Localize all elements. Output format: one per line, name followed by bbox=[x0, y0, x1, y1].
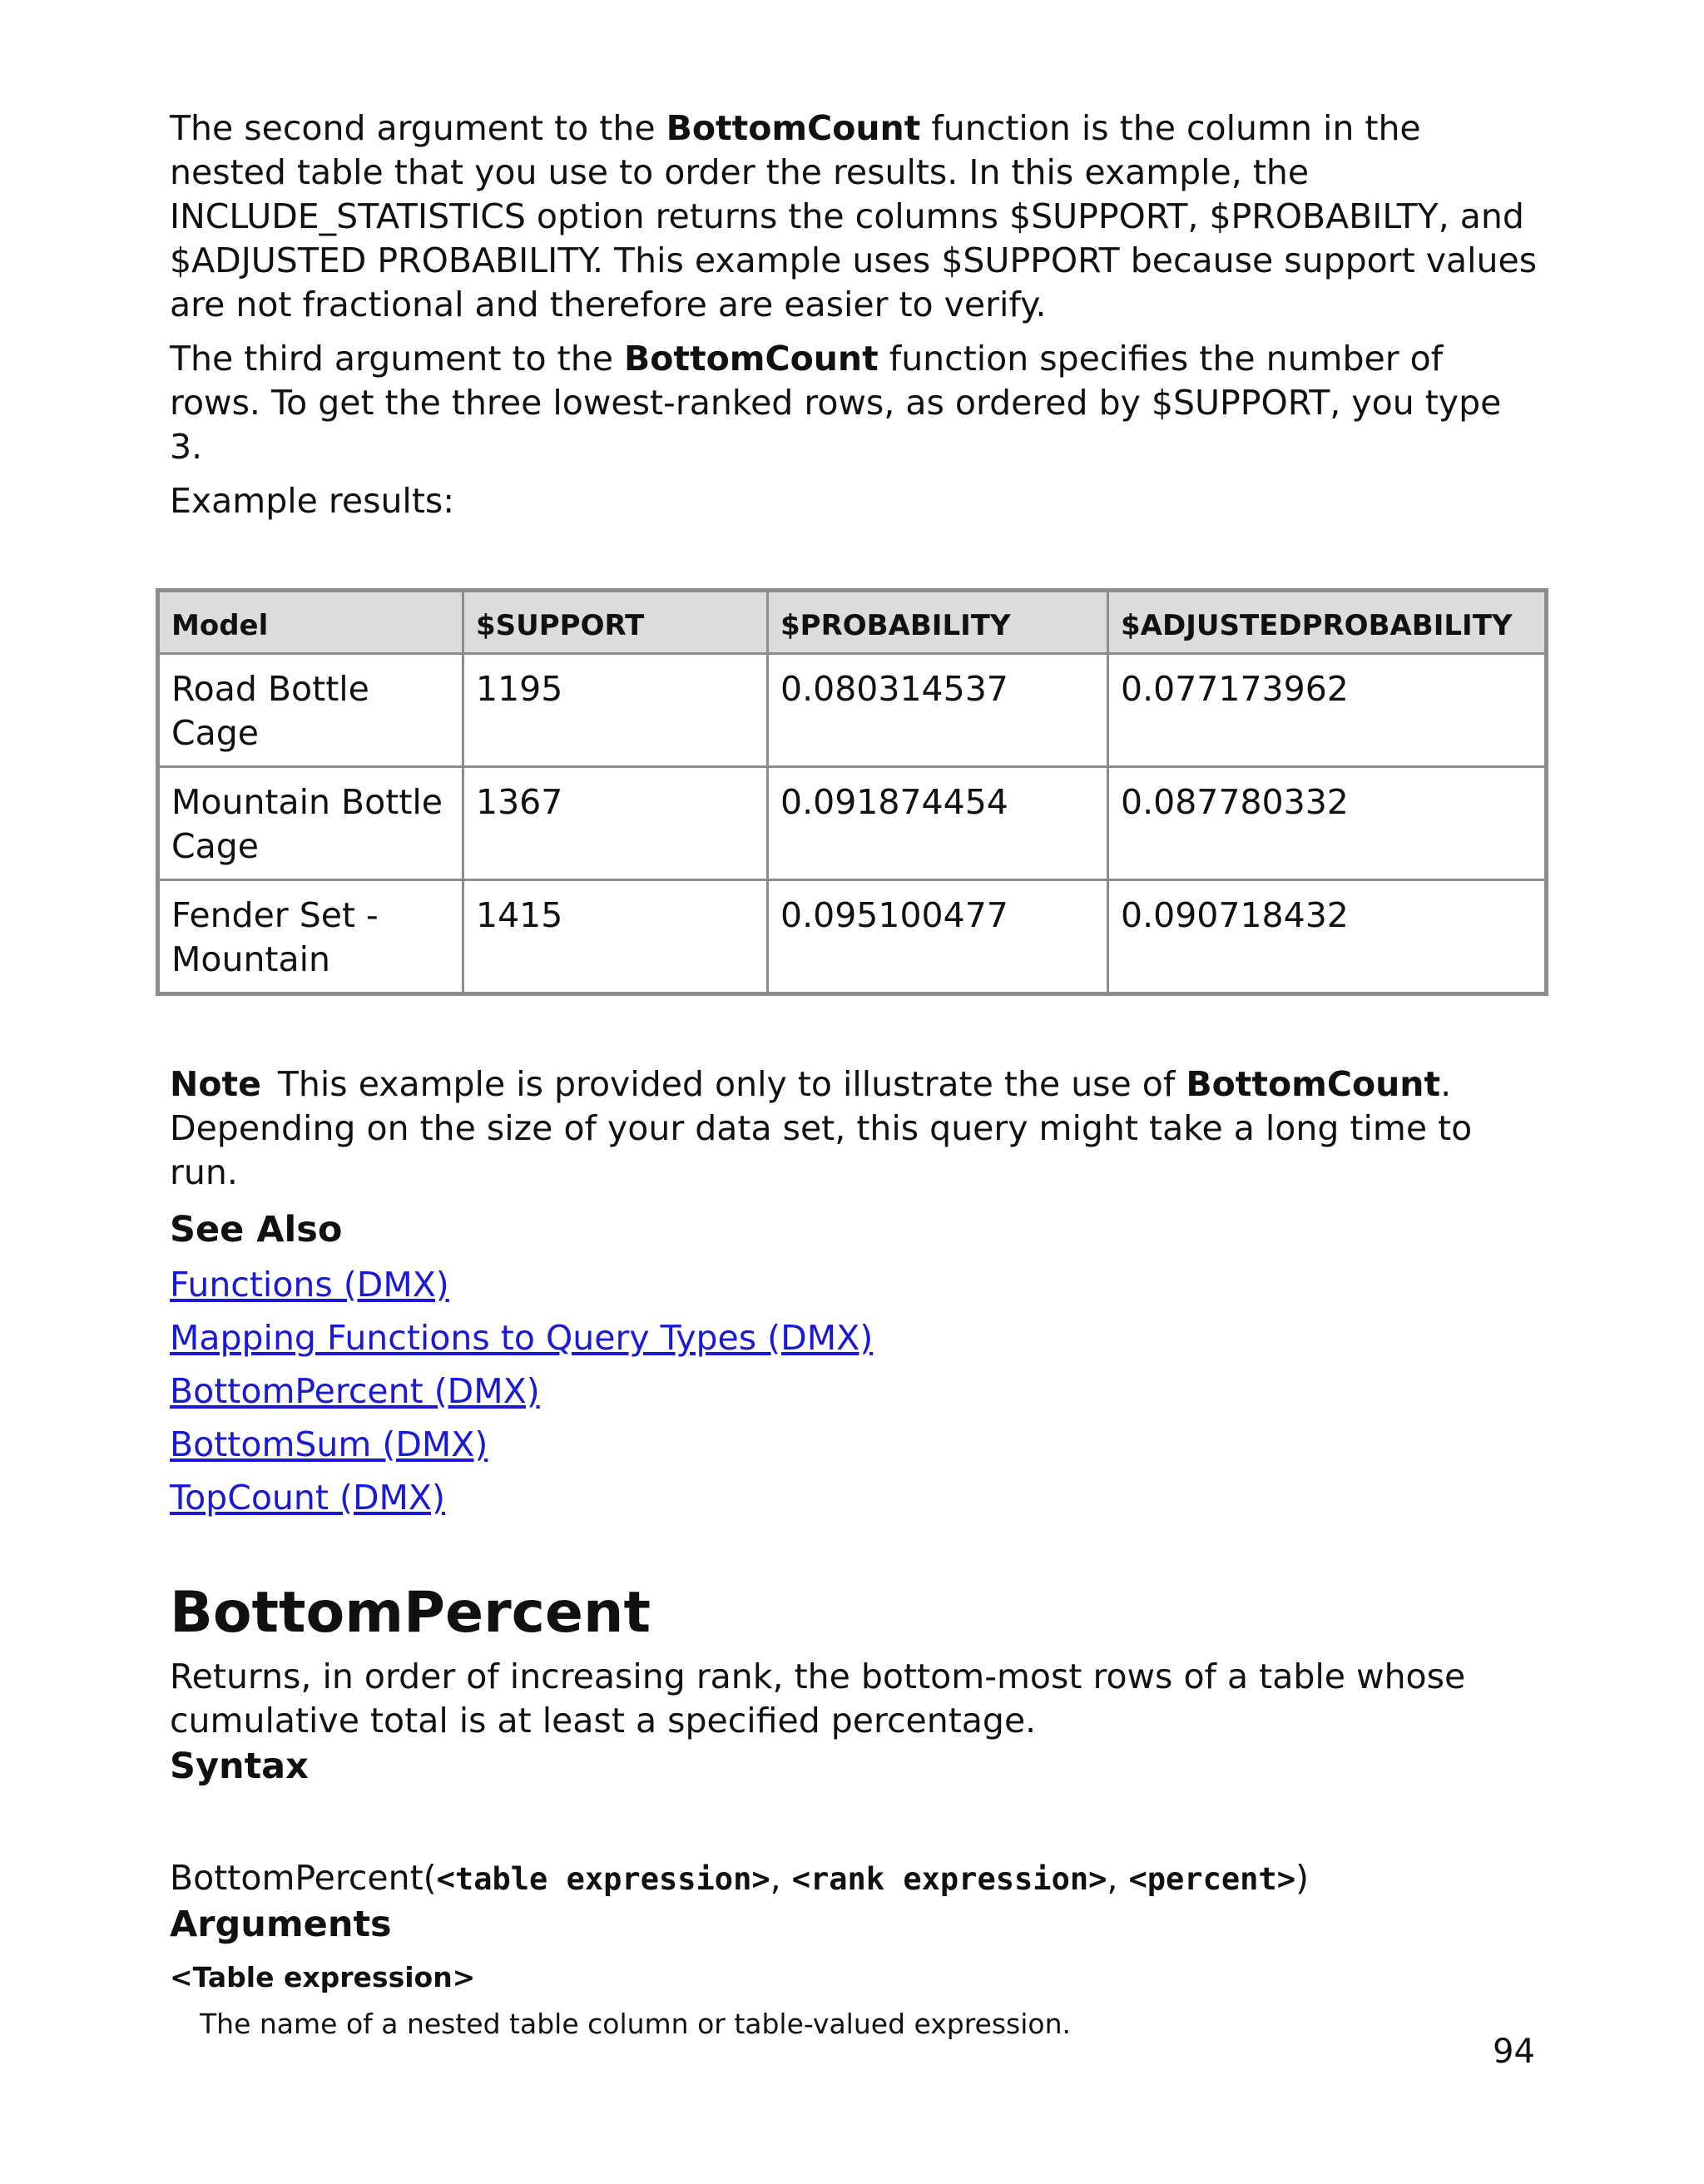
link-bottompercent[interactable]: BottomPercent (DMX) bbox=[170, 1371, 540, 1411]
syntax-arg: <rank expression> bbox=[791, 1861, 1107, 1897]
bold-term: BottomCount bbox=[666, 108, 921, 148]
header-probability: $PROBABILITY bbox=[768, 591, 1108, 654]
see-also-heading: See Also bbox=[170, 1209, 343, 1250]
table-row bbox=[158, 654, 1547, 767]
page-number: 94 bbox=[1493, 2033, 1535, 2071]
header-support: $SUPPORT bbox=[463, 591, 768, 654]
example-results-label: Example results: bbox=[170, 481, 455, 521]
link-mapping-functions[interactable]: Mapping Functions to Query Types (DMX) bbox=[170, 1318, 874, 1358]
cell-probability: 0.080314537 bbox=[768, 654, 1108, 767]
bold-term: BottomCount bbox=[623, 339, 879, 379]
see-also-links bbox=[170, 1263, 1543, 1520]
cell-probability: 0.091874454 bbox=[768, 767, 1108, 880]
table-row bbox=[158, 880, 1547, 994]
syntax-function: BottomPercent( bbox=[170, 1858, 437, 1898]
text-run: This example is provided only to illustrate the use of bbox=[277, 1064, 1186, 1104]
text-run: The second argument to the bbox=[170, 108, 666, 148]
note-label: Note bbox=[170, 1064, 261, 1104]
cell-model: Mountain Bottle Cage bbox=[158, 767, 463, 880]
text-run: function specifies the number of rows. To get the three lowest-ranked rows, as ordered by $SUPPORT, you type 3. bbox=[170, 339, 1502, 467]
text-run: function is the column in the nested table that you use to order the results. In this example, the INCLUDE_STATISTICS option returns the columns $SUPPORT, $PROBABILTY, and $ADJUSTED PROBABILITY. This example uses $SUPPORT because support values are not fractional and therefore are easier to verify. bbox=[170, 108, 1538, 324]
cell-adjusted-probability: 0.090718432 bbox=[1108, 880, 1547, 994]
syntax-arg: <table expression> bbox=[436, 1861, 770, 1897]
argument-description: The name of a nested table column or table-valued expression. bbox=[200, 2008, 1071, 2040]
bold-term: BottomCount bbox=[1186, 1064, 1441, 1104]
table-row bbox=[158, 767, 1547, 880]
header-model: Model bbox=[158, 591, 463, 654]
link-functions-dmx[interactable]: Functions (DMX) bbox=[170, 1265, 449, 1305]
note-paragraph bbox=[170, 1062, 1543, 1195]
document-page bbox=[170, 106, 1543, 2043]
section-description: Returns, in order of increasing rank, the bottom-most rows of a table whose cumulative total is at least a specified percentage. bbox=[170, 1657, 1466, 1741]
intro-paragraph-2 bbox=[170, 337, 1543, 469]
syntax-line bbox=[170, 1856, 1543, 1901]
link-topcount[interactable]: TopCount (DMX) bbox=[170, 1478, 446, 1518]
table-header-row bbox=[158, 591, 1547, 654]
syntax-separator: , bbox=[1107, 1858, 1129, 1898]
syntax-separator: , bbox=[770, 1858, 792, 1898]
link-bottomsum[interactable]: BottomSum (DMX) bbox=[170, 1424, 488, 1464]
results-table bbox=[156, 588, 1548, 996]
arguments-heading: Arguments bbox=[170, 1904, 392, 1945]
cell-adjusted-probability: 0.077173962 bbox=[1108, 654, 1547, 767]
syntax-heading: Syntax bbox=[170, 1746, 309, 1787]
cell-model: Road Bottle Cage bbox=[158, 654, 463, 767]
cell-probability: 0.095100477 bbox=[768, 880, 1108, 994]
cell-adjusted-probability: 0.087780332 bbox=[1108, 767, 1547, 880]
cell-support: 1195 bbox=[463, 654, 768, 767]
cell-model: Fender Set - Mountain bbox=[158, 880, 463, 994]
text-run: The third argument to the bbox=[170, 339, 624, 379]
cell-support: 1415 bbox=[463, 880, 768, 994]
cell-support: 1367 bbox=[463, 767, 768, 880]
syntax-close: ) bbox=[1295, 1858, 1309, 1898]
argument-name: <Table expression> bbox=[170, 1961, 476, 1993]
text-run: . Depending on the size of your data set, this query might take a long time to run. bbox=[170, 1064, 1473, 1192]
syntax-arg: <percent> bbox=[1128, 1861, 1295, 1897]
intro-paragraph-1 bbox=[170, 106, 1543, 327]
header-adjusted-probability: $ADJUSTEDPROBABILITY bbox=[1108, 591, 1547, 654]
section-title: BottomPercent bbox=[170, 1580, 651, 1646]
